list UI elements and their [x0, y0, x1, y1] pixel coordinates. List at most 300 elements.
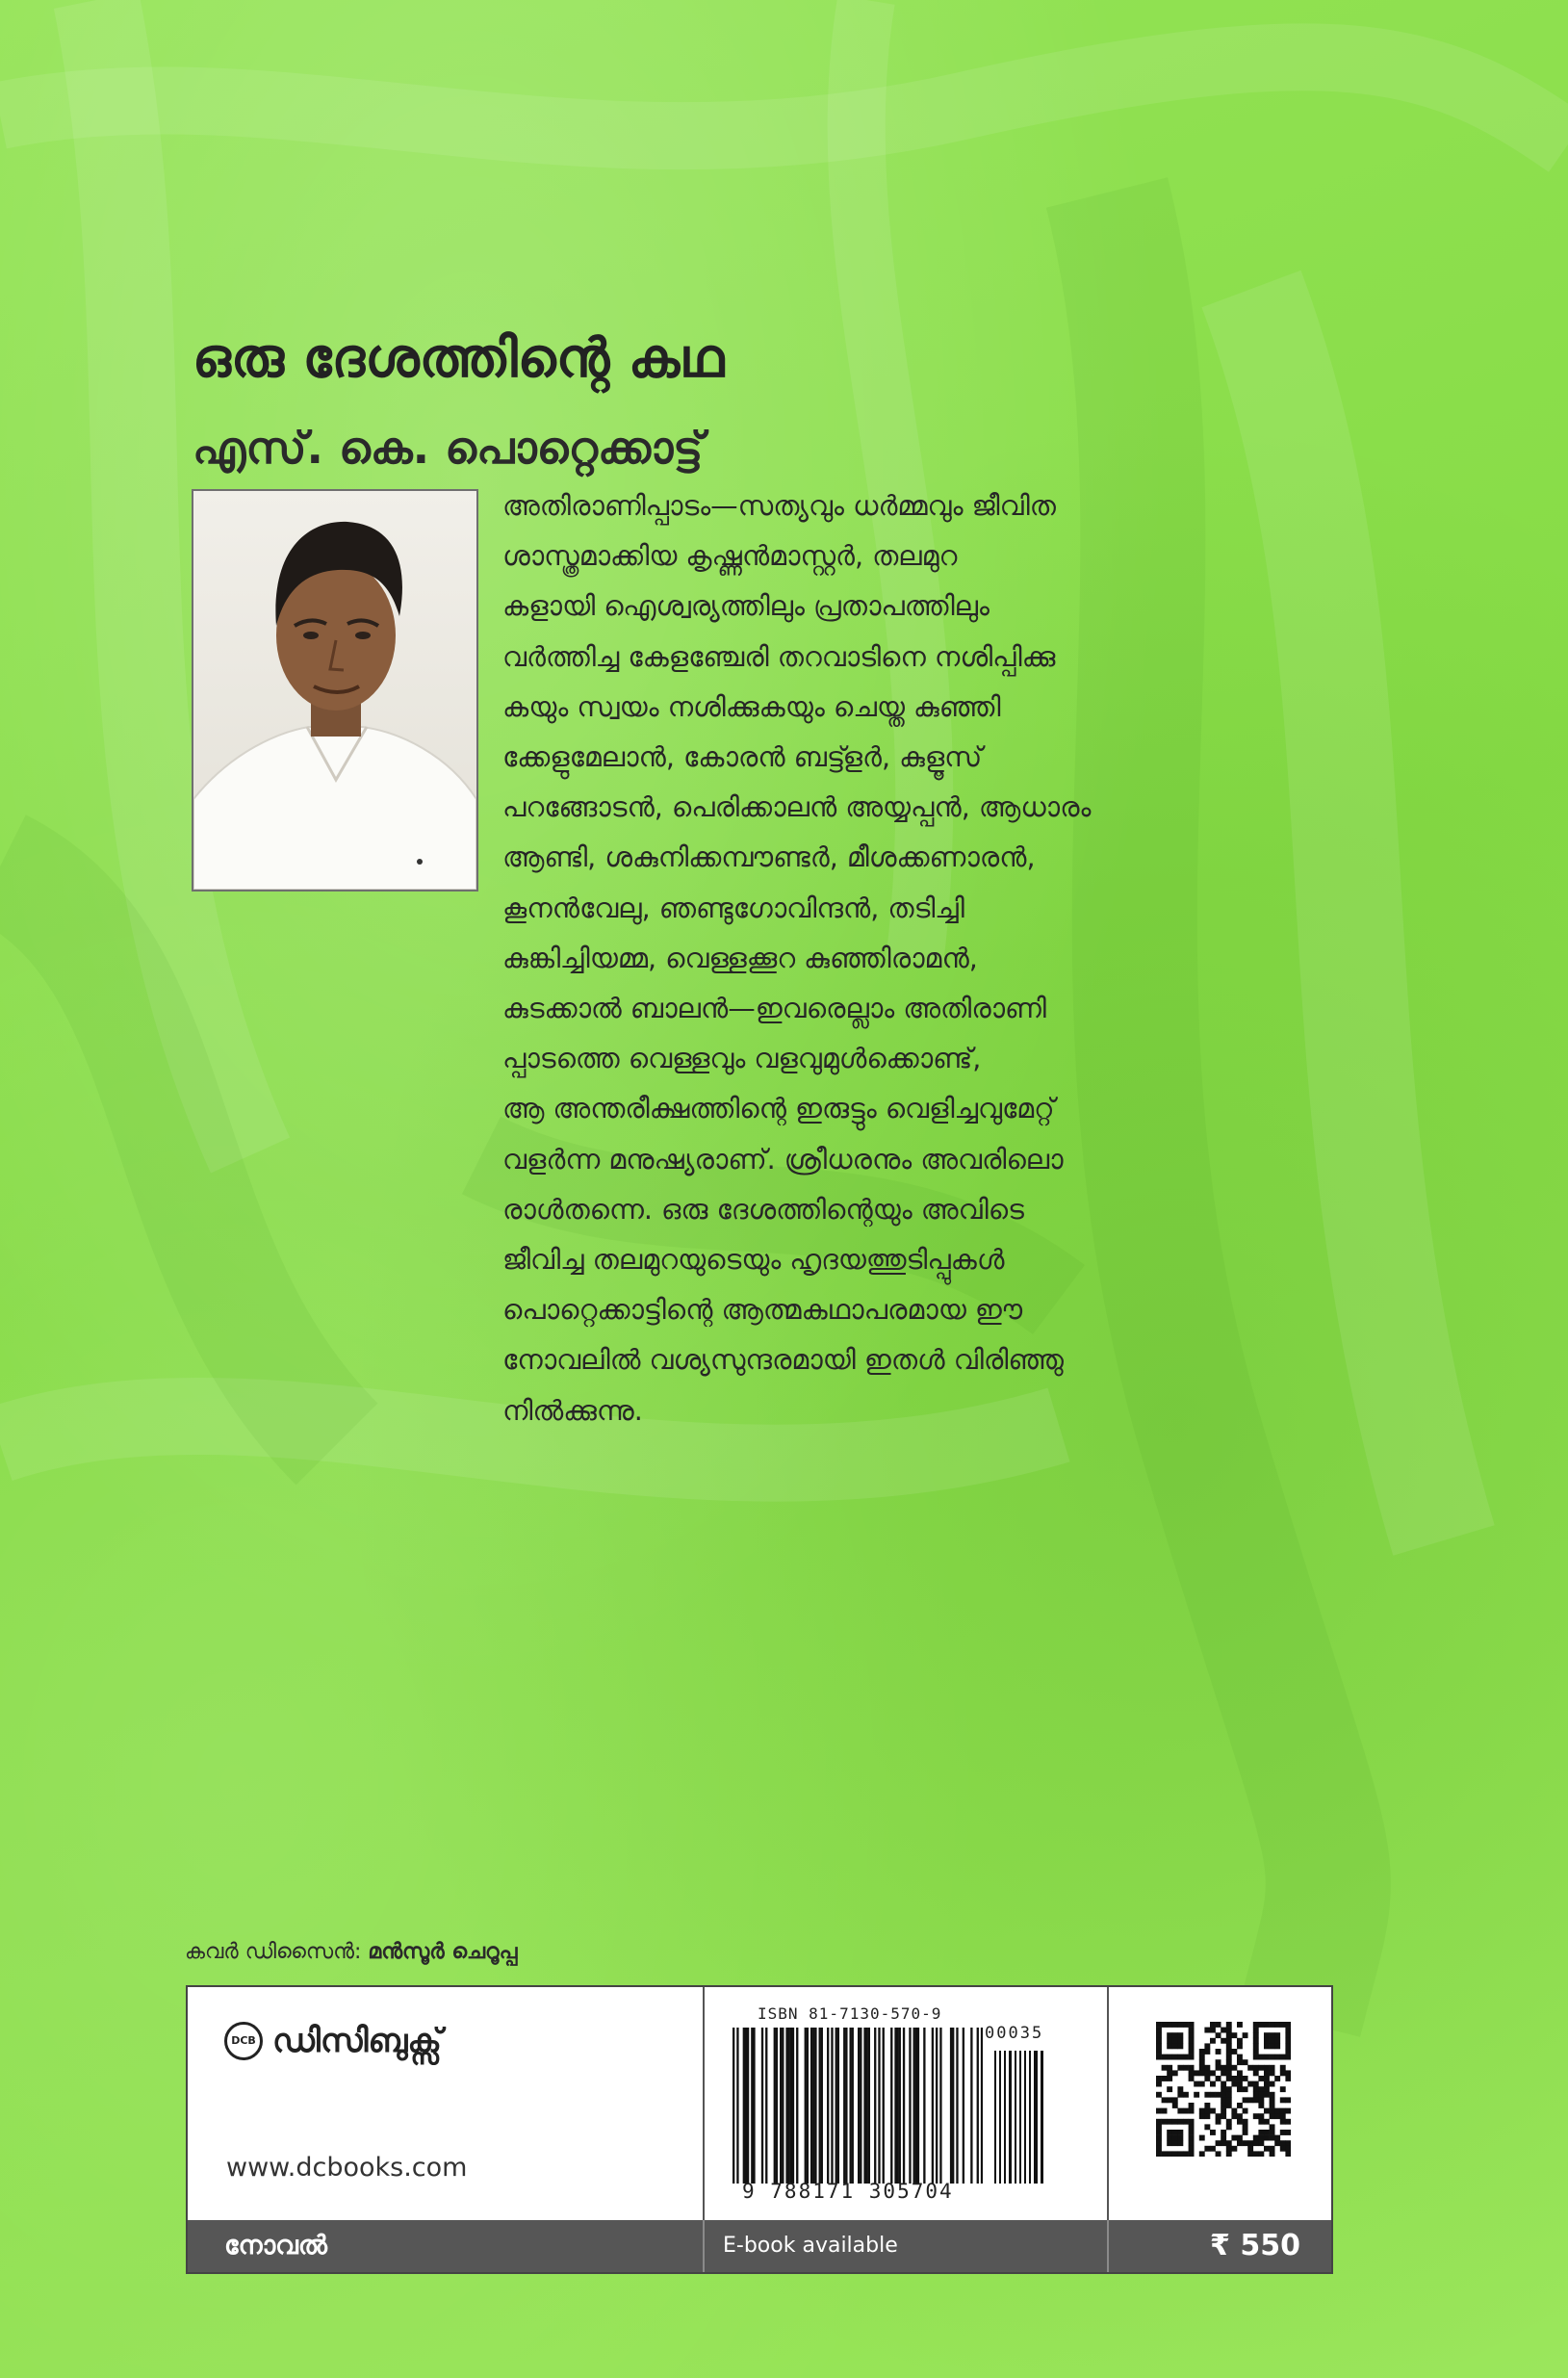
qr-module [1216, 2092, 1221, 2098]
qr-module [1253, 2097, 1259, 2103]
barcode-bar [956, 2028, 958, 2184]
qr-module [1285, 2038, 1291, 2044]
bar-divider [1107, 2220, 1109, 2272]
qr-module [1216, 2119, 1221, 2125]
qr-module [1280, 2086, 1286, 2092]
qr-module [1258, 2113, 1264, 2119]
qr-module [1204, 2113, 1210, 2119]
qr-module [1162, 2022, 1168, 2028]
qr-module [1285, 2028, 1291, 2033]
qr-module [1258, 2130, 1264, 2135]
publisher-logo [224, 2022, 442, 2060]
barcode-bar [923, 2028, 925, 2184]
qr-module [1231, 2081, 1237, 2087]
barcode-bar [977, 2028, 979, 2184]
qr-module [1243, 2108, 1248, 2114]
qr-module [1253, 2070, 1259, 2076]
addon-bar [1029, 2051, 1031, 2184]
barcode-bar [765, 2028, 767, 2184]
blurb-line: ജീവിച്ച തലമുറയുടെയും ഹൃദയത്തുടിപ്പുകൾ [502, 1244, 1005, 1277]
qr-module [1216, 2059, 1221, 2065]
addon-bar [1009, 2051, 1012, 2184]
qr-module [1237, 2140, 1243, 2146]
qr-module [1199, 2151, 1205, 2157]
blurb-line: ക്കേളുമേലാൻ, കോരൻ ബട്ട്ളർ, കുളൂസ് [502, 741, 983, 774]
barcode-bar [866, 2028, 868, 2184]
qr-module [1204, 2108, 1210, 2114]
qr-module [1189, 2146, 1195, 2152]
qr-module [1258, 2092, 1264, 2098]
barcode-bar [894, 2028, 896, 2184]
qr-module [1237, 2022, 1243, 2028]
qr-module [1156, 2140, 1162, 2146]
qr-module [1221, 2140, 1226, 2146]
qr-module [1172, 2070, 1178, 2076]
qr-module [1216, 2022, 1221, 2028]
qr-module [1216, 2032, 1221, 2038]
qr-module [1221, 2070, 1226, 2076]
qr-module [1221, 2081, 1226, 2087]
barcode-bar [810, 2028, 812, 2184]
qr-module [1231, 2049, 1237, 2055]
addon-bar [1019, 2051, 1021, 2184]
qr-module [1258, 2119, 1264, 2125]
isbn-digits: 9 788171 305704 [742, 2180, 954, 2203]
qr-module [1162, 2151, 1168, 2157]
qr-module [1210, 2146, 1216, 2152]
qr-module [1156, 2022, 1162, 2028]
qr-module [1189, 2140, 1195, 2146]
qr-module [1264, 2135, 1270, 2141]
qr-module [1264, 2092, 1270, 2098]
qr-module [1264, 2130, 1270, 2135]
qr-module [1216, 2151, 1221, 2157]
barcode-bar [952, 2028, 954, 2184]
qr-module [1264, 2070, 1270, 2076]
genre-label: നോവൽ [224, 2231, 327, 2261]
qr-module [1274, 2108, 1280, 2114]
addon-bar [994, 2051, 996, 2184]
qr-module [1280, 2070, 1286, 2076]
qr-module [1237, 2113, 1243, 2119]
qr-module [1199, 2055, 1205, 2060]
qr-module [1231, 2135, 1237, 2141]
qr-module [1274, 2022, 1280, 2028]
barcode-bar [981, 2028, 983, 2184]
qr-module [1221, 2097, 1226, 2103]
qr-module [1204, 2028, 1210, 2033]
blurb-line: കയും സ്വയം നശിക്കുകയും ചെയ്ത കുഞ്ഞി [502, 690, 1001, 723]
qr-module [1270, 2124, 1275, 2130]
barcode-bar [782, 2028, 784, 2184]
qr-module [1172, 2022, 1178, 2028]
qr-module [1156, 2032, 1162, 2038]
barcode-bar [915, 2028, 917, 2184]
qr-module [1183, 2108, 1189, 2114]
qr-module [1280, 2140, 1286, 2146]
bottom-info-bar [188, 2220, 1331, 2272]
qr-module [1167, 2038, 1172, 2044]
qr-module [1280, 2130, 1286, 2135]
qr-module [1274, 2055, 1280, 2060]
qr-module [1221, 2103, 1226, 2108]
barcode-bar [845, 2028, 847, 2184]
qr-module [1183, 2065, 1189, 2071]
qr-module [1253, 2049, 1259, 2055]
qr-module [1237, 2055, 1243, 2060]
qr-module [1162, 2119, 1168, 2125]
ean-barcode [733, 2028, 983, 2184]
qr-module [1177, 2140, 1183, 2146]
qr-module [1253, 2043, 1259, 2049]
qr-module [1204, 2103, 1210, 2108]
qr-module [1177, 2043, 1183, 2049]
barcode-bar [819, 2028, 821, 2184]
qr-module [1183, 2119, 1189, 2125]
cover-designer-name: മൻസൂർ ചെറൂപ്പ [368, 1940, 518, 1964]
barcode-bar [837, 2028, 839, 2184]
barcode-bar [890, 2028, 892, 2184]
qr-module [1172, 2038, 1178, 2044]
qr-module [1167, 2086, 1172, 2092]
qr-module [1243, 2130, 1248, 2135]
qr-module [1285, 2151, 1291, 2157]
qr-module [1199, 2081, 1205, 2087]
barcode-bar [788, 2028, 790, 2184]
qr-module [1237, 2086, 1243, 2092]
qr-module [1280, 2119, 1286, 2125]
qr-module [1172, 2097, 1178, 2103]
qr-module [1253, 2151, 1259, 2157]
qr-module [1177, 2151, 1183, 2157]
barcode-bar [936, 2028, 938, 2184]
qr-module [1253, 2032, 1259, 2038]
qr-module [1189, 2151, 1195, 2157]
qr-module [1221, 2038, 1226, 2044]
qr-module [1243, 2124, 1248, 2130]
qr-module [1221, 2113, 1226, 2119]
qr-module [1270, 2151, 1275, 2157]
qr-module [1216, 2076, 1221, 2081]
qr-module [1167, 2022, 1172, 2028]
qr-module [1226, 2032, 1232, 2038]
qr-module [1253, 2065, 1259, 2071]
qr-module [1199, 2108, 1205, 2114]
qr-module [1280, 2097, 1286, 2103]
qr-module [1172, 2135, 1178, 2141]
qr-module [1189, 2108, 1195, 2114]
qr-module [1280, 2108, 1286, 2114]
qr-module [1270, 2055, 1275, 2060]
qr-module [1167, 2119, 1172, 2125]
qr-module [1226, 2028, 1232, 2033]
qr-module [1237, 2038, 1243, 2044]
qr-module [1177, 2055, 1183, 2060]
blurb-line: രാൾതന്നെ. ഒരു ദേശത്തിന്റെയും അവിടെ [502, 1193, 1024, 1226]
qr-module [1274, 2076, 1280, 2081]
barcode-bar [780, 2028, 782, 2184]
qr-module [1274, 2032, 1280, 2038]
qr-module [1189, 2032, 1195, 2038]
qr-module [1226, 2124, 1232, 2130]
qr-module [1189, 2130, 1195, 2135]
qr-module [1226, 2038, 1232, 2044]
qr-module [1204, 2146, 1210, 2152]
qr-module [1210, 2022, 1216, 2028]
qr-module [1167, 2140, 1172, 2146]
qr-module [1243, 2119, 1248, 2125]
qr-module [1253, 2140, 1259, 2146]
qr-module [1189, 2022, 1195, 2028]
qr-module [1172, 2055, 1178, 2060]
barcode-bar [835, 2028, 837, 2184]
barcode-bar [903, 2028, 905, 2184]
addon-bar [1015, 2051, 1016, 2184]
book-title: ഒരു ദേശത്തിന്റെ കഥ [193, 327, 725, 390]
qr-module [1194, 2081, 1199, 2087]
qr-module [1270, 2081, 1275, 2087]
barcode-bar [812, 2028, 814, 2184]
qr-module [1274, 2038, 1280, 2044]
qr-module [1258, 2140, 1264, 2146]
qr-module [1210, 2070, 1216, 2076]
qr-module [1258, 2076, 1264, 2081]
isbn-label: ISBN 81-7130-570-9 [758, 2004, 942, 2023]
blurb-line: അതിരാണിപ്പാടം—സത്യവും ധർമ്മവും ജീവിത [502, 490, 1056, 522]
qr-module [1285, 2119, 1291, 2125]
qr-module [1243, 2076, 1248, 2081]
qr-module [1177, 2038, 1183, 2044]
qr-module [1189, 2103, 1195, 2108]
qr-module [1264, 2086, 1270, 2092]
barcode-bar [743, 2028, 745, 2184]
qr-module [1156, 2124, 1162, 2130]
barcode-bar [747, 2028, 749, 2184]
publisher-name: ഡിസിബുക്സ് [272, 2022, 442, 2060]
qr-module [1199, 2059, 1205, 2065]
qr-module [1270, 2070, 1275, 2076]
qr-module [1189, 2043, 1195, 2049]
qr-module [1243, 2097, 1248, 2103]
barcode-bar [792, 2028, 794, 2184]
qr-module [1189, 2076, 1195, 2081]
qr-module [1189, 2135, 1195, 2141]
qr-module [1226, 2065, 1232, 2071]
barcode-bar [745, 2028, 747, 2184]
qr-module [1285, 2032, 1291, 2038]
qr-module [1247, 2146, 1253, 2152]
book-price: ₹ 550 [1210, 2229, 1300, 2262]
qr-module [1270, 2108, 1275, 2114]
qr-module [1167, 2055, 1172, 2060]
barcode-bar [863, 2028, 865, 2184]
qr-module [1221, 2130, 1226, 2135]
barcode-bar [852, 2028, 854, 2184]
qr-module [1221, 2065, 1226, 2071]
qr-module [1156, 2119, 1162, 2125]
qr-module [1172, 2032, 1178, 2038]
qr-module [1189, 2065, 1195, 2071]
qr-module [1167, 2097, 1172, 2103]
qr-module [1221, 2092, 1226, 2098]
qr-module [1285, 2022, 1291, 2028]
qr-module [1231, 2076, 1237, 2081]
qr-module [1253, 2022, 1259, 2028]
qr-module [1221, 2108, 1226, 2114]
qr-module [1247, 2140, 1253, 2146]
qr-module [1285, 2043, 1291, 2049]
barcode-bar [805, 2028, 807, 2184]
qr-module [1264, 2076, 1270, 2081]
qr-module [1285, 2070, 1291, 2076]
qr-module [1253, 2055, 1259, 2060]
qr-module [1270, 2135, 1275, 2141]
qr-module [1156, 2146, 1162, 2152]
qr-module [1172, 2151, 1178, 2157]
qr-module [1210, 2108, 1216, 2114]
blurb-line: കുടക്കാൽ ബാലൻ—ഇവരെല്ലാം അതിരാണി [502, 993, 1046, 1025]
addon-bar [1041, 2051, 1043, 2184]
qr-module [1167, 2032, 1172, 2038]
qr-module [1226, 2049, 1232, 2055]
addon-bar [1024, 2051, 1026, 2184]
qr-module [1177, 2032, 1183, 2038]
qr-module [1258, 2103, 1264, 2108]
qr-module [1231, 2113, 1237, 2119]
blurb-line: ആ അന്തരീക്ഷത്തിന്റെ ഇരുട്ടും വെളിച്ചവുമേറ്റ് [502, 1093, 1055, 1125]
qr-module [1274, 2113, 1280, 2119]
qr-module [1237, 2076, 1243, 2081]
qr-module [1204, 2092, 1210, 2098]
barcode-bar [868, 2028, 870, 2184]
qr-module [1156, 2055, 1162, 2060]
qr-module [1247, 2065, 1253, 2071]
qr-module [1189, 2055, 1195, 2060]
qr-module [1210, 2038, 1216, 2044]
blurb-line: വളർന്ന മനുഷ്യരാണ്. ശ്രീധരനും അവരിലൊ [502, 1143, 1064, 1176]
qr-module [1204, 2043, 1210, 2049]
qr-module [1285, 2140, 1291, 2146]
qr-module [1162, 2065, 1168, 2071]
qr-module [1285, 2076, 1291, 2081]
qr-module [1231, 2032, 1237, 2038]
barcode-bar [761, 2028, 763, 2184]
qr-module [1221, 2086, 1226, 2092]
qr-module [1167, 2130, 1172, 2135]
qr-module [1177, 2108, 1183, 2114]
barcode-bar [917, 2028, 919, 2184]
barcode-bar [736, 2028, 738, 2184]
qr-module [1237, 2081, 1243, 2087]
blurb-line: ശാസ്ത്രമാക്കിയ കൃഷ്ണൻമാസ്റ്റർ, തലമുറ [502, 540, 958, 573]
qr-module [1167, 2043, 1172, 2049]
addon-bar [999, 2051, 1001, 2184]
qr-module [1189, 2028, 1195, 2033]
qr-module [1172, 2043, 1178, 2049]
qr-module [1177, 2065, 1183, 2071]
qr-module [1177, 2022, 1183, 2028]
qr-module [1285, 2130, 1291, 2135]
qr-module [1237, 2070, 1243, 2076]
blurb-line: പറങ്ങോടൻ, പെരിക്കാലൻ അയ്യപ്പൻ, ആധാരം [502, 791, 1092, 824]
barcode-bar [785, 2028, 787, 2184]
publisher-website: www.dcbooks.com [226, 2153, 468, 2183]
qr-module [1226, 2092, 1232, 2098]
qr-module [1243, 2032, 1248, 2038]
qr-module [1231, 2146, 1237, 2152]
barcode-bar [776, 2028, 778, 2184]
qr-module [1216, 2113, 1221, 2119]
qr-module [1270, 2022, 1275, 2028]
qr-module [1172, 2130, 1178, 2135]
barcode-bar [950, 2028, 952, 2184]
barcode-bar [843, 2028, 845, 2184]
barcode-bar [827, 2028, 829, 2184]
qr-module [1237, 2119, 1243, 2125]
qr-module [1156, 2130, 1162, 2135]
qr-module [1270, 2146, 1275, 2152]
qr-module [1162, 2097, 1168, 2103]
barcode-bar [751, 2028, 753, 2184]
barcode-bar [939, 2028, 941, 2184]
qr-module [1189, 2038, 1195, 2044]
barcode-bar [814, 2028, 816, 2184]
publisher-panel [186, 1985, 1333, 2274]
qr-module [1216, 2049, 1221, 2055]
qr-module [1204, 2049, 1210, 2055]
qr-module [1167, 2151, 1172, 2157]
qr-module [1204, 2124, 1210, 2130]
qr-module [1264, 2065, 1270, 2071]
barcode-bar [878, 2028, 880, 2184]
qr-module [1285, 2055, 1291, 2060]
qr-module [1258, 2065, 1264, 2071]
qr-module [1253, 2081, 1259, 2087]
qr-module [1167, 2070, 1172, 2076]
qr-module [1194, 2092, 1199, 2098]
qr-module [1226, 2022, 1232, 2028]
blurb-line: കളായി ഐശ്വര്യത്തിലും പ്രതാപത്തിലും [502, 590, 990, 623]
qr-module [1247, 2151, 1253, 2157]
qr-module [1226, 2070, 1232, 2076]
barcode-bar [774, 2028, 776, 2184]
qr-module [1237, 2135, 1243, 2141]
blurb-text [502, 481, 1330, 1436]
qr-module [1177, 2086, 1183, 2092]
qr-module [1243, 2086, 1248, 2092]
qr-module [1183, 2092, 1189, 2098]
qr-module [1270, 2097, 1275, 2103]
blurb-line: നോവലിൽ വശ്യസുന്ദരമായി ഇതൾ വിരിഞ്ഞു [502, 1344, 1064, 1377]
addon-bar [1004, 2051, 1006, 2184]
qr-module [1231, 2108, 1237, 2114]
qr-code [1156, 2022, 1291, 2157]
qr-module [1210, 2028, 1216, 2033]
barcode-bar [874, 2028, 876, 2184]
qr-module [1156, 2135, 1162, 2141]
qr-module [1243, 2140, 1248, 2146]
qr-module [1231, 2065, 1237, 2071]
qr-module [1270, 2113, 1275, 2119]
qr-module [1204, 2070, 1210, 2076]
blurb-line: ആണ്ടി, ശകുനിക്കമ്പൗണ്ടർ, മീശക്കണാരൻ, [502, 841, 1036, 874]
qr-module [1258, 2022, 1264, 2028]
dcb-logo-icon: DCB [224, 2022, 263, 2060]
qr-module [1258, 2097, 1264, 2103]
qr-module [1156, 2151, 1162, 2157]
barcode-bar [899, 2028, 901, 2184]
qr-module [1253, 2113, 1259, 2119]
